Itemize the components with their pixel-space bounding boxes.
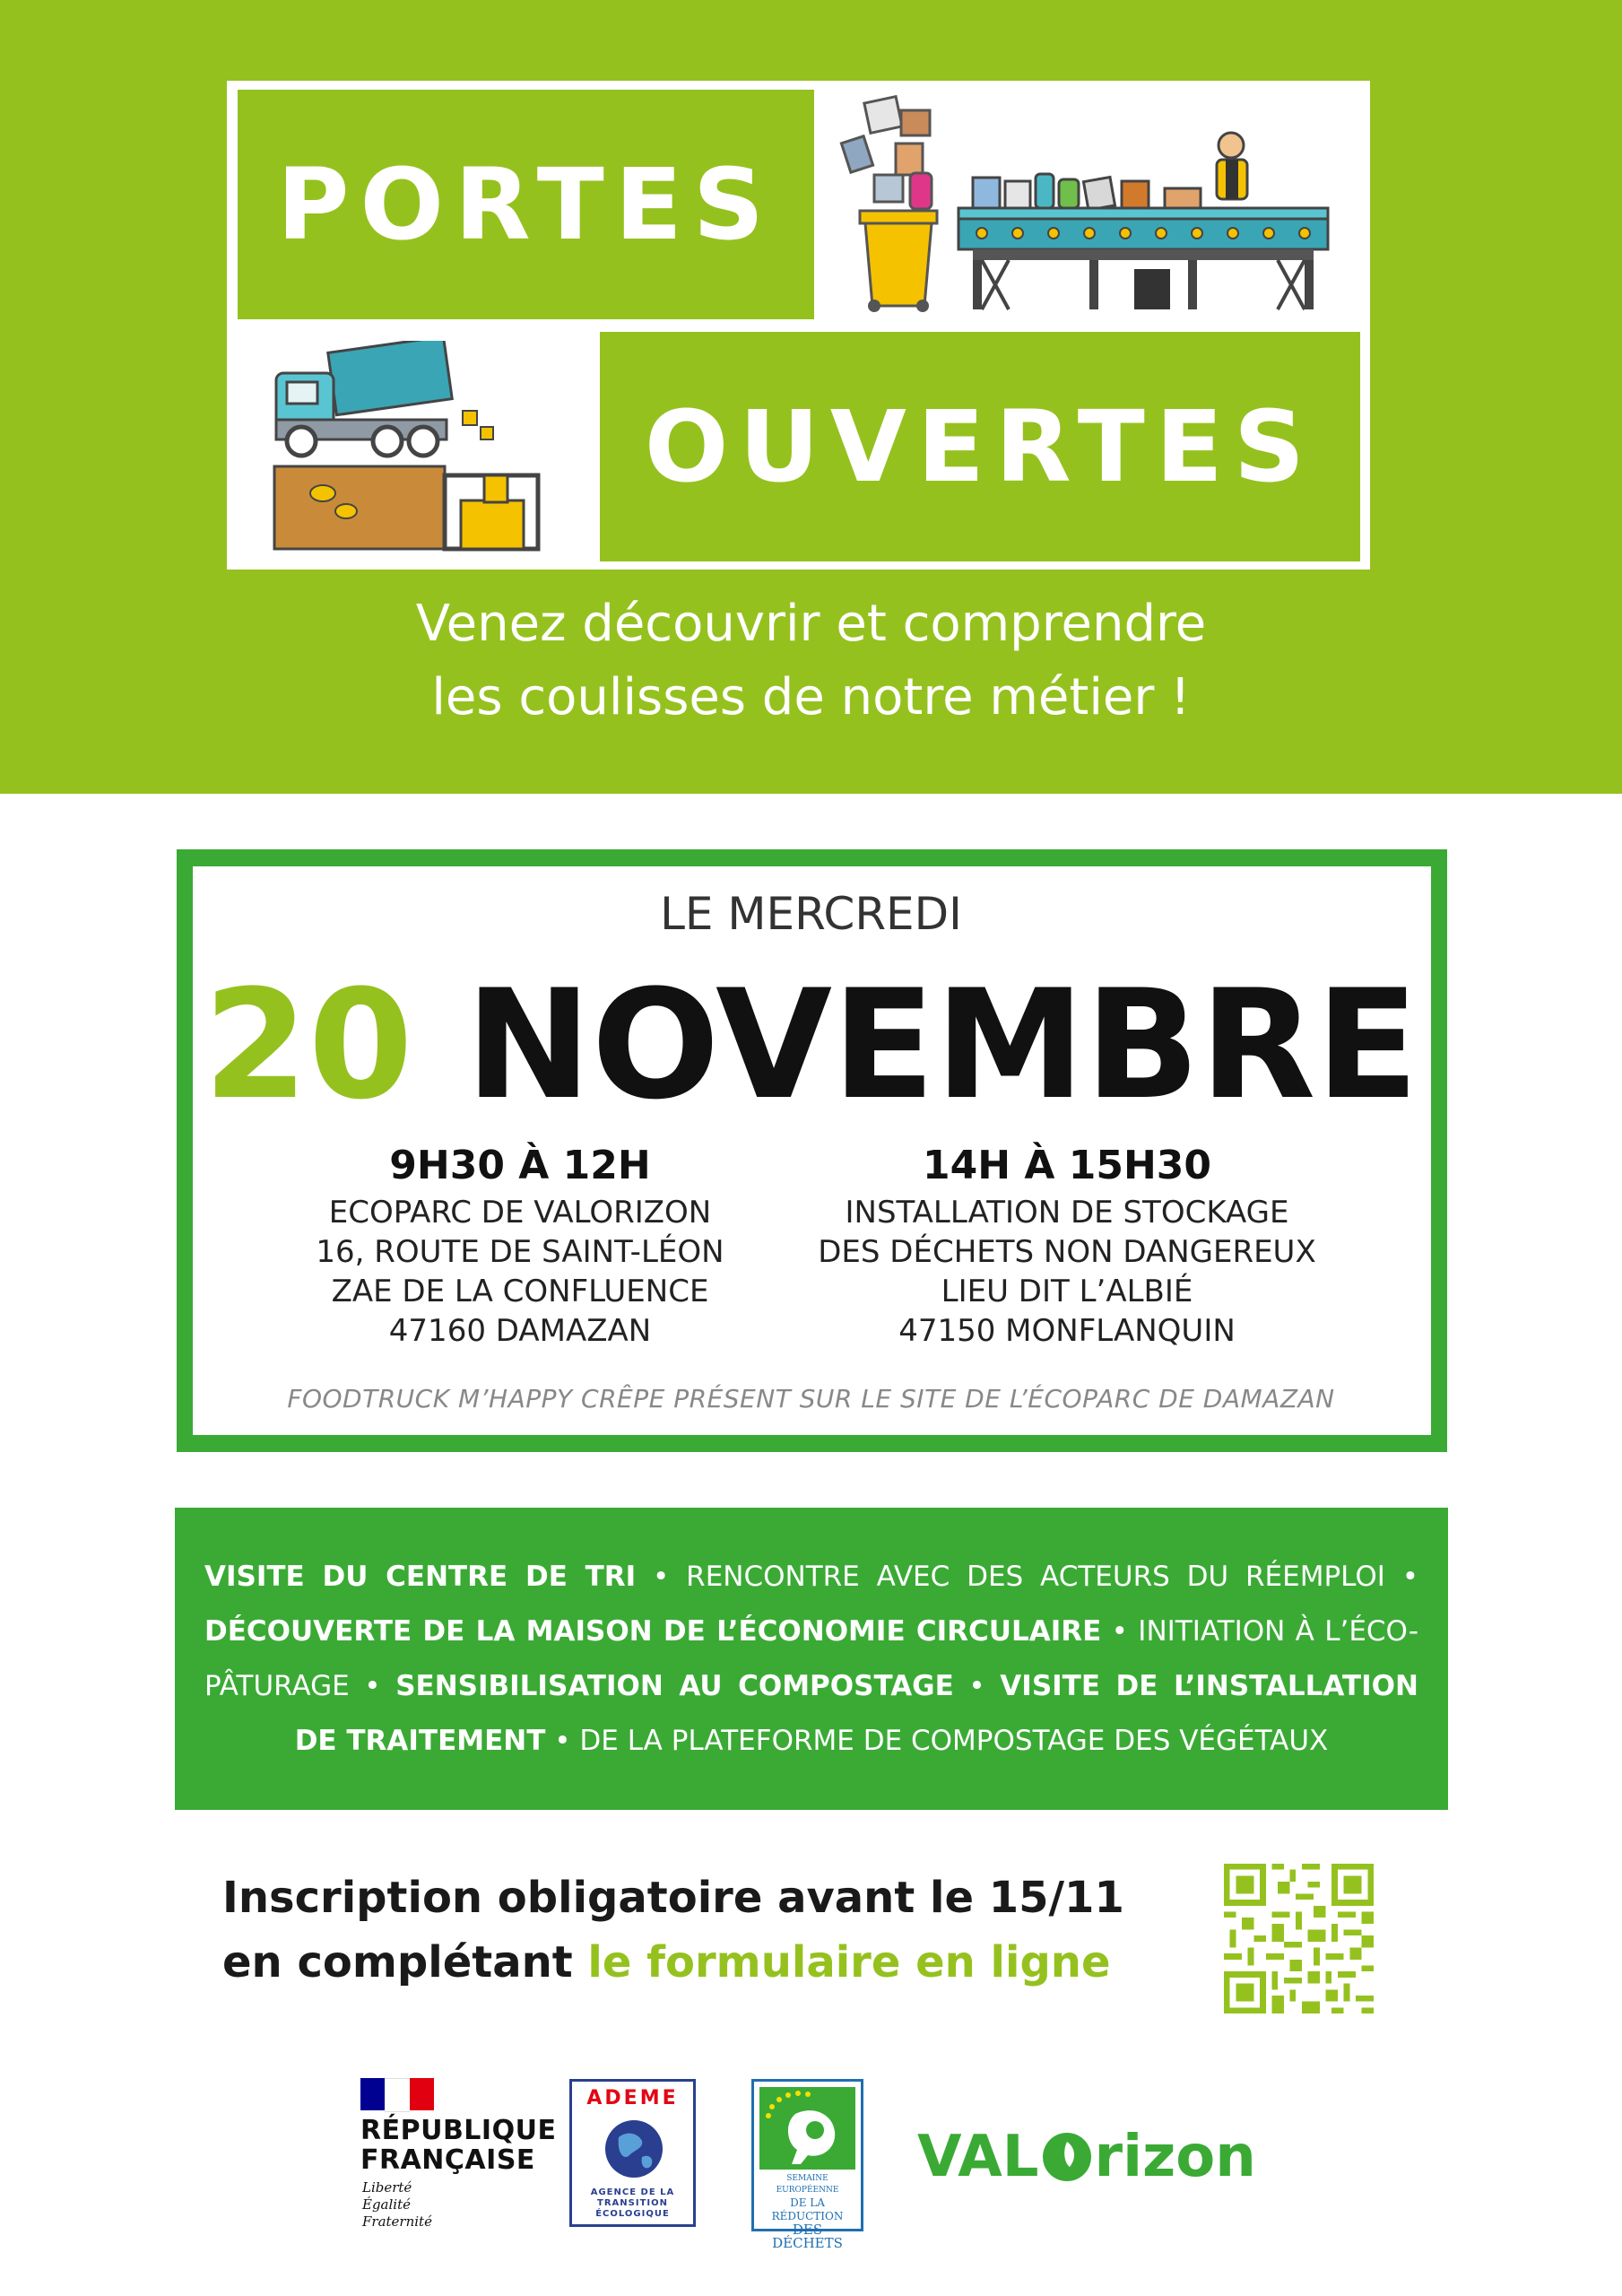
motto-word: Liberté bbox=[362, 2179, 412, 2196]
serd-hand-icon bbox=[759, 2087, 855, 2170]
activity-item: VISITE DE L’INSTALLATION DE TRAITEMENT bbox=[294, 1670, 1418, 1757]
republique-motto bbox=[362, 2179, 432, 2231]
title-portes-text: PORTES bbox=[276, 147, 776, 262]
activity-item: RENCONTRE AVEC DES ACTEURS DU RÉEMPLOI bbox=[686, 1561, 1385, 1593]
online-form-link[interactable]: le formulaire en ligne bbox=[587, 1937, 1111, 1987]
sorting-conveyor-icon bbox=[955, 126, 1331, 314]
valorizon-o-icon bbox=[1041, 2131, 1093, 2183]
motto-word: Fraternité bbox=[362, 2213, 432, 2230]
session-morning bbox=[269, 1141, 771, 1351]
weekday: LE MERCREDI bbox=[660, 888, 962, 940]
serd-caption bbox=[756, 2173, 859, 2250]
republique-name bbox=[360, 2116, 556, 2175]
session-address-line: INSTALLATION DE STOCKAGE bbox=[845, 1195, 1289, 1231]
session-afternoon bbox=[789, 1141, 1345, 1351]
session-address-line: LIEU DIT L’ALBIÉ bbox=[941, 1274, 1193, 1309]
session-time: 14H À 15H30 bbox=[922, 1143, 1212, 1188]
session-address-line: 16, ROUTE DE SAINT-LÉON bbox=[316, 1234, 724, 1270]
session-address-line: ZAE DE LA CONFLUENCE bbox=[331, 1274, 709, 1309]
ademe-caption bbox=[572, 2187, 693, 2220]
waste-bin-icon bbox=[838, 94, 946, 314]
republique-name-line: RÉPUBLIQUE bbox=[360, 2115, 557, 2146]
activity-item: VISITE DU CENTRE DE TRI bbox=[204, 1561, 637, 1593]
garbage-truck-icon bbox=[269, 341, 556, 556]
motto-word: Égalité bbox=[362, 2196, 411, 2213]
session-time: 9H30 À 12H bbox=[389, 1143, 651, 1188]
session-address-line: ECOPARC DE VALORIZON bbox=[328, 1195, 712, 1231]
globe-icon bbox=[603, 2118, 665, 2180]
session-address-line: 47160 DAMAZAN bbox=[388, 1313, 652, 1349]
ademe-caption-line: TRANSITION bbox=[597, 2198, 668, 2208]
qr-code-icon[interactable] bbox=[1224, 1864, 1374, 2013]
registration-prefix: en complétant bbox=[222, 1937, 588, 1987]
separator-bullet: • bbox=[653, 1561, 670, 1593]
ademe-caption-line: ÉCOLOGIQUE bbox=[595, 2209, 670, 2219]
activities-list bbox=[204, 1550, 1418, 1769]
ademe-caption-line: AGENCE DE LA bbox=[590, 2187, 675, 2197]
activity-item: DE LA PLATEFORME DE COMPOSTAGE DES VÉGÉTAUX bbox=[579, 1725, 1329, 1757]
republique-francaise-logo bbox=[360, 2078, 557, 2231]
separator-bullet: • bbox=[1401, 1561, 1418, 1593]
activity-item: INITIATION À L’ÉCO-PÂTURAGE bbox=[204, 1615, 1419, 1702]
ademe-name: ADEME bbox=[586, 2087, 679, 2109]
session-address-line: 47150 MONFLANQUIN bbox=[898, 1313, 1236, 1349]
ademe-logo bbox=[569, 2079, 696, 2227]
serd-caption-line: DE LA RÉDUCTION bbox=[771, 2196, 844, 2222]
registration-line1: Inscription obligatoire avant le 15/11 bbox=[222, 1873, 1124, 1923]
valorizon-logo bbox=[917, 2117, 1256, 2197]
republique-name-line: FRANÇAISE bbox=[360, 2144, 535, 2176]
event-month: NOVEMBRE bbox=[465, 957, 1419, 1133]
serd-logo bbox=[751, 2079, 863, 2251]
title-ouvertes-text: OUVERTES bbox=[644, 389, 1316, 504]
activity-item: SENSIBILISATION AU COMPOSTAGE bbox=[395, 1670, 954, 1702]
event-day: 20 bbox=[203, 957, 413, 1133]
separator-bullet: • bbox=[1111, 1615, 1128, 1648]
session-address-line: DES DÉCHETS NON DANGEREUX bbox=[818, 1234, 1316, 1270]
separator-bullet: • bbox=[968, 1670, 985, 1702]
separator-bullet: • bbox=[554, 1725, 571, 1757]
foodtruck-note: FOODTRUCK M’HAPPY CRÊPE PRÉSENT SUR LE SITE DE L’ÉCOPARC DE DAMAZAN bbox=[287, 1384, 1335, 1413]
marianne-flag-icon bbox=[360, 2078, 434, 2110]
event-date bbox=[0, 957, 1622, 1133]
tagline-line2: les coulisses de notre métier ! bbox=[431, 668, 1191, 726]
separator-bullet: • bbox=[364, 1670, 381, 1702]
tagline-line1: Venez découvrir et comprendre bbox=[415, 595, 1207, 653]
valorizon-prefix: VAL bbox=[917, 2124, 1039, 2190]
serd-caption-line: DES DÉCHETS bbox=[772, 2222, 843, 2251]
valorizon-suffix: rizon bbox=[1094, 2124, 1256, 2190]
registration-line2 bbox=[222, 1937, 1111, 1987]
title-ouvertes bbox=[600, 332, 1360, 561]
serd-caption-line: SEMAINE EUROPÉENNE bbox=[776, 2174, 839, 2195]
activity-item: DÉCOUVERTE DE LA MAISON DE L’ÉCONOMIE CIRCULAIRE bbox=[204, 1615, 1102, 1648]
title-portes bbox=[238, 90, 814, 319]
